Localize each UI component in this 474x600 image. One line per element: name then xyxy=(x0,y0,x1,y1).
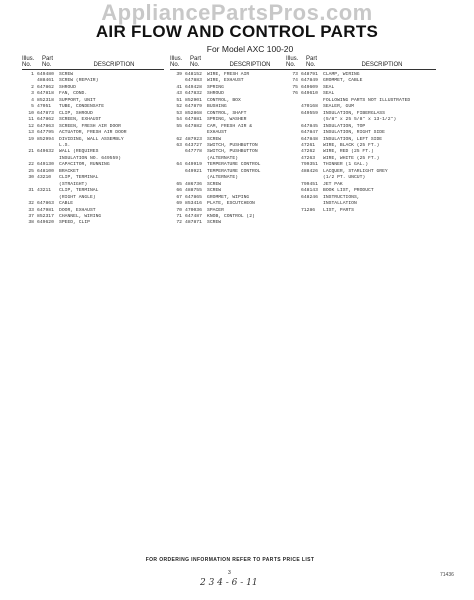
description-cell: FOLLOWING PARTS NOT ILLUSTRATED xyxy=(323,97,411,103)
description-cell: TEMPERATURE CONTROL xyxy=(207,162,261,168)
illus-no-cell: 64 xyxy=(176,162,182,168)
illus-no-cell: 31 xyxy=(28,188,34,194)
part-no-cell: 649610 xyxy=(301,91,318,97)
illus-no-cell: 32 xyxy=(28,201,34,207)
description-cell: CLIP, TERMINAL xyxy=(59,188,99,194)
description-cell: INSTALLATION xyxy=(323,201,357,207)
ordering-note: FOR ORDERING INFORMATION REFER TO PARTS PRICE LIST xyxy=(145,557,315,563)
part-no-cell: 647795 xyxy=(37,130,54,136)
illus-no-cell: 25 xyxy=(28,168,34,174)
part-no-cell: 488755 xyxy=(185,188,202,194)
part-no-cell: 647865 xyxy=(185,194,202,200)
part-no-cell: 648152 xyxy=(185,72,202,77)
description-cell: (ALTERNATE) xyxy=(207,175,238,181)
description-cell: L.S. xyxy=(59,142,71,148)
illus-no-cell: 69 xyxy=(176,201,182,207)
part-no-cell: 486736 xyxy=(185,181,202,187)
part-no-cell: 647883 xyxy=(185,78,202,84)
part-no-cell: 647862 xyxy=(37,84,54,90)
header-part: Part xyxy=(42,56,54,62)
header-no: No. xyxy=(170,62,180,68)
part-no-cell: 647882 xyxy=(185,123,202,129)
part-no-cell: 43210 xyxy=(37,175,52,181)
illus-no-cell: 12 xyxy=(28,123,34,129)
description-cell: SCREW xyxy=(207,220,222,226)
illus-no-cell: 19 xyxy=(28,136,34,142)
part-no-cell: 852901 xyxy=(185,97,202,103)
description-cell: (STRAIGHT) xyxy=(59,181,88,187)
illus-no-cell: 70 xyxy=(176,207,182,213)
description-cell: BOOK LIST, PRODUCT xyxy=(323,188,374,194)
part-no-cell: 649559 xyxy=(301,110,318,116)
illus-no-cell: 5 xyxy=(31,104,34,110)
description-cell: CAPACITOR, RUNNING xyxy=(59,162,110,168)
page-title: AIR FLOW AND CONTROL PARTS xyxy=(95,22,379,41)
part-no-cell: 647778 xyxy=(185,149,202,155)
illus-no-cell: 21 xyxy=(28,149,34,155)
illus-no-cell: 33 xyxy=(28,207,34,213)
description-cell: SEALER, GUM xyxy=(323,104,354,110)
part-no-cell: 487923 xyxy=(185,136,202,142)
parts-column-3 xyxy=(286,56,436,214)
description-cell: TUBE, CONDENSATE xyxy=(59,104,105,110)
illus-no-cell: 4 xyxy=(31,97,34,103)
header-description: DESCRIPTION xyxy=(361,62,403,68)
part-no-cell: 648791 xyxy=(301,72,318,77)
illus-no-cell: 3 xyxy=(31,91,34,97)
description-cell: INSULATION, LEFT SIDE xyxy=(323,136,383,142)
illus-no-cell: 39 xyxy=(176,72,182,77)
part-no-cell: 649620 xyxy=(37,220,54,226)
part-no-cell: 643727 xyxy=(185,142,202,148)
description-cell: INSULATION, TOP xyxy=(323,123,366,129)
illus-no-cell: 41 xyxy=(176,84,182,90)
illus-no-cell: 67 xyxy=(176,194,182,200)
part-no-cell: 488426 xyxy=(301,168,318,174)
part-no-cell: 71286 xyxy=(301,207,316,213)
illus-no-cell: 72 xyxy=(176,220,182,226)
description-cell: FAN, COND. xyxy=(59,91,88,97)
parts-column-1 xyxy=(22,56,164,227)
header-no: No. xyxy=(22,62,32,68)
illus-no-cell: 63 xyxy=(176,142,182,148)
part-no-cell: 647848 xyxy=(301,136,318,142)
description-cell: PLATE, ESCUTCHEON xyxy=(207,201,255,207)
description-cell: SCREEN, EXHAUST xyxy=(59,117,102,123)
description-cell: CONTROL, BOX xyxy=(207,97,241,103)
illus-no-cell: 75 xyxy=(292,84,298,90)
description-cell: (1/2 PT. UNCUT) xyxy=(323,175,366,181)
description-cell: SUPPORT, UNIT xyxy=(59,97,96,103)
part-no-cell: 648100 xyxy=(37,168,54,174)
header-illus: Illus. xyxy=(170,56,183,62)
description-cell: SPRING, WASHER xyxy=(207,117,247,123)
part-no-cell: 649609 xyxy=(301,84,318,90)
description-cell: ACTUATOR, FRESH AIR DOOR xyxy=(59,130,127,136)
description-cell: CABLE xyxy=(59,201,74,207)
header-illus: Illus. xyxy=(22,56,35,62)
description-cell: CLAMP, WIRING xyxy=(323,72,360,77)
description-cell: INSULATION, FIBERGLASS xyxy=(323,110,385,116)
description-cell: JET PAK xyxy=(323,181,343,187)
part-no-cell: 853416 xyxy=(185,201,202,207)
illus-no-cell xyxy=(286,208,301,214)
part-no-cell: 470168 xyxy=(301,104,318,110)
description-cell: BUSHING xyxy=(207,104,227,110)
part-no-cell: 647487 xyxy=(185,213,202,219)
description-cell: WIRE, RED (25 FT.) xyxy=(323,149,374,155)
illus-no-cell: 73 xyxy=(292,72,298,77)
column-header-bottom xyxy=(286,62,436,70)
description-cell: WIRE, EXHAUST xyxy=(207,78,244,84)
header-illus: Illus. xyxy=(286,56,299,62)
part-no-cell: 647863 xyxy=(37,201,54,207)
illus-no-cell: 76 xyxy=(292,91,298,97)
header-part-no: No. xyxy=(190,62,200,68)
description-cell: INSULATION, RIGHT SIDE xyxy=(323,130,385,136)
description-cell: WIRE, BLACK (25 FT.) xyxy=(323,142,380,148)
illus-no-cell: 71 xyxy=(176,213,182,219)
illus-no-cell: 74 xyxy=(292,78,298,84)
page-number: 3 xyxy=(228,570,231,576)
part-no-cell: 647847 xyxy=(301,130,318,136)
illus-no-cell: 62 xyxy=(176,136,182,142)
part-no-cell: 647845 xyxy=(301,123,318,129)
part-no-cell: 647873 xyxy=(37,110,54,116)
illus-no-cell: 54 xyxy=(176,117,182,123)
header-no: No. xyxy=(286,62,296,68)
description-cell: SWITCH, PUSHBUTTON xyxy=(207,142,258,148)
part-no-cell: 852318 xyxy=(37,97,54,103)
table-row xyxy=(22,220,164,226)
illus-no-cell: 13 xyxy=(28,130,34,136)
column-header-bottom xyxy=(170,62,288,70)
illus-no-cell: 2 xyxy=(31,84,34,90)
description-cell: CHANNEL, WIRING xyxy=(59,213,102,219)
description-cell: SHROUD xyxy=(59,84,76,90)
parts-rows xyxy=(286,72,436,214)
description-cell: KNOB, CONTROL (2) xyxy=(207,213,255,219)
illus-no-cell: 22 xyxy=(28,162,34,168)
part-no-cell: 647818 xyxy=(37,91,54,97)
description-cell: SPACER xyxy=(207,207,224,213)
part-no-cell: 647981 xyxy=(37,207,54,213)
header-part: Part xyxy=(306,56,318,62)
part-no-cell: 799351 xyxy=(301,162,318,168)
description-cell: INSTRUCTIONS, xyxy=(323,194,360,200)
description-cell: SCREEN, FRESH AIR DOOR xyxy=(59,123,121,129)
header-description: DESCRIPTION xyxy=(93,62,135,68)
part-no-cell: 852868 xyxy=(185,110,202,116)
part-no-cell: 649130 xyxy=(37,162,54,168)
illus-no-cell: 37 xyxy=(28,213,34,219)
description-cell: THINNER (1 GAL.) xyxy=(323,162,369,168)
part-no-cell: 647863 xyxy=(37,123,54,129)
handwritten-note: 2 3 4 - 6 - 11 xyxy=(200,578,258,588)
part-no-cell: 488461 xyxy=(37,78,54,84)
description-cell: WIRE, FRESH AIR xyxy=(207,72,250,77)
description-cell: SHROUD xyxy=(207,91,224,97)
part-no-cell: 649919 xyxy=(185,162,202,168)
description-cell: LACQUER, STARLIGHT GREY xyxy=(323,168,388,174)
illus-no-cell: 43 xyxy=(176,91,182,97)
illus-no-cell: 11 xyxy=(28,117,34,123)
illus-no-cell: 38 xyxy=(28,220,34,226)
table-row xyxy=(286,208,436,214)
description-cell: GROMMET, WIPING xyxy=(207,194,250,200)
part-no-cell: 648246 xyxy=(301,194,318,200)
part-no-cell: 43211 xyxy=(37,188,52,194)
part-no-cell: 649480 xyxy=(37,72,54,77)
part-no-cell: 852317 xyxy=(37,213,54,219)
illus-no-cell: 65 xyxy=(176,181,182,187)
description-cell: GROMMET, CABLE xyxy=(323,78,363,84)
description-cell: INSULATION NO. 649559) xyxy=(59,155,121,161)
description-cell: WIRE, WHITE (25 FT.) xyxy=(323,155,380,161)
description-cell: SEAL xyxy=(323,91,335,97)
header-part-no: No. xyxy=(42,62,52,68)
part-no-cell: 799451 xyxy=(301,181,318,187)
parts-rows xyxy=(22,72,164,227)
part-no-cell: 647832 xyxy=(185,91,202,97)
description-cell: (ALTERNATE) xyxy=(207,155,238,161)
parts-rows xyxy=(170,72,288,227)
description-cell: SWITCH, PUSHBUTTON xyxy=(207,149,258,155)
column-header-bottom xyxy=(22,62,164,70)
description-cell: SCREW (REPAIR) xyxy=(59,78,99,84)
part-no-cell: 470036 xyxy=(185,207,202,213)
part-no-cell: 852994 xyxy=(37,136,54,142)
illus-no-cell: 52 xyxy=(176,104,182,110)
header-part-no: No. xyxy=(306,62,316,68)
page-subtitle: For Model AXC 100-20 xyxy=(206,44,294,54)
description-cell: LIST, PARTS xyxy=(323,207,354,213)
illus-no-cell: 53 xyxy=(176,110,182,116)
description-cell: SPRING xyxy=(207,84,224,90)
part-no-cell: 649632 xyxy=(37,149,54,155)
description-cell: TEMPERATURE CONTROL xyxy=(207,168,261,174)
description-cell: SEAL xyxy=(323,84,335,90)
description-cell: CLIP, TERMINAL xyxy=(59,175,99,181)
description-cell: SCREW xyxy=(207,188,222,194)
part-no-cell: 47261 xyxy=(301,142,316,148)
illus-no-cell: 10 xyxy=(28,110,34,116)
description-cell: DIVIDING, WALL ASSEMBLY xyxy=(59,136,124,142)
part-no-cell: 47262 xyxy=(301,149,316,155)
description-cell: BRACKET xyxy=(59,168,79,174)
watermark: AppliancePartsPros.com xyxy=(101,0,373,25)
part-no-cell: 47263 xyxy=(301,155,316,161)
description-cell: SPEED, CLIP xyxy=(59,220,90,226)
description-cell: CLIP, SHROUD xyxy=(59,110,93,116)
part-no-cell: 487871 xyxy=(185,220,202,226)
description-cell: SCREW xyxy=(207,136,222,142)
illus-no-cell: 1 xyxy=(31,72,34,77)
description-cell: (RIGHT ANGLE) xyxy=(59,194,96,200)
illus-no-cell: 51 xyxy=(176,97,182,103)
illus-no-cell: 66 xyxy=(176,188,182,194)
description-cell: (5/8" x 25 5/8" x 13-1/2") xyxy=(323,117,397,123)
part-no-cell: 647849 xyxy=(301,78,318,84)
part-no-cell: 648143 xyxy=(301,188,318,194)
description-cell: CAM, FRESH AIR & xyxy=(207,123,253,129)
header-description: DESCRIPTION xyxy=(229,62,271,68)
illus-no-cell: 55 xyxy=(176,123,182,129)
description-cell: WALL (REQUIRES xyxy=(59,149,99,155)
illus-no-cell: 30 xyxy=(28,175,34,181)
corner-code: 71436 xyxy=(440,572,454,578)
part-no-cell: 647862 xyxy=(37,117,54,123)
description-cell: SCREW xyxy=(207,181,222,187)
part-no-cell: 647881 xyxy=(185,117,202,123)
part-no-cell: 647879 xyxy=(185,104,202,110)
description-cell: EXHAUST xyxy=(207,130,227,136)
description-cell: DOOR, EXHAUST xyxy=(59,207,96,213)
part-no-cell: 649921 xyxy=(185,168,202,174)
description-cell: SCREW xyxy=(59,72,74,77)
table-row xyxy=(170,220,288,226)
part-no-cell: 47051 xyxy=(37,104,52,110)
description-cell: CONTROL, SHAFT xyxy=(207,110,247,116)
header-part: Part xyxy=(190,56,202,62)
parts-column-2 xyxy=(170,56,288,227)
part-no-cell: 649428 xyxy=(185,84,202,90)
